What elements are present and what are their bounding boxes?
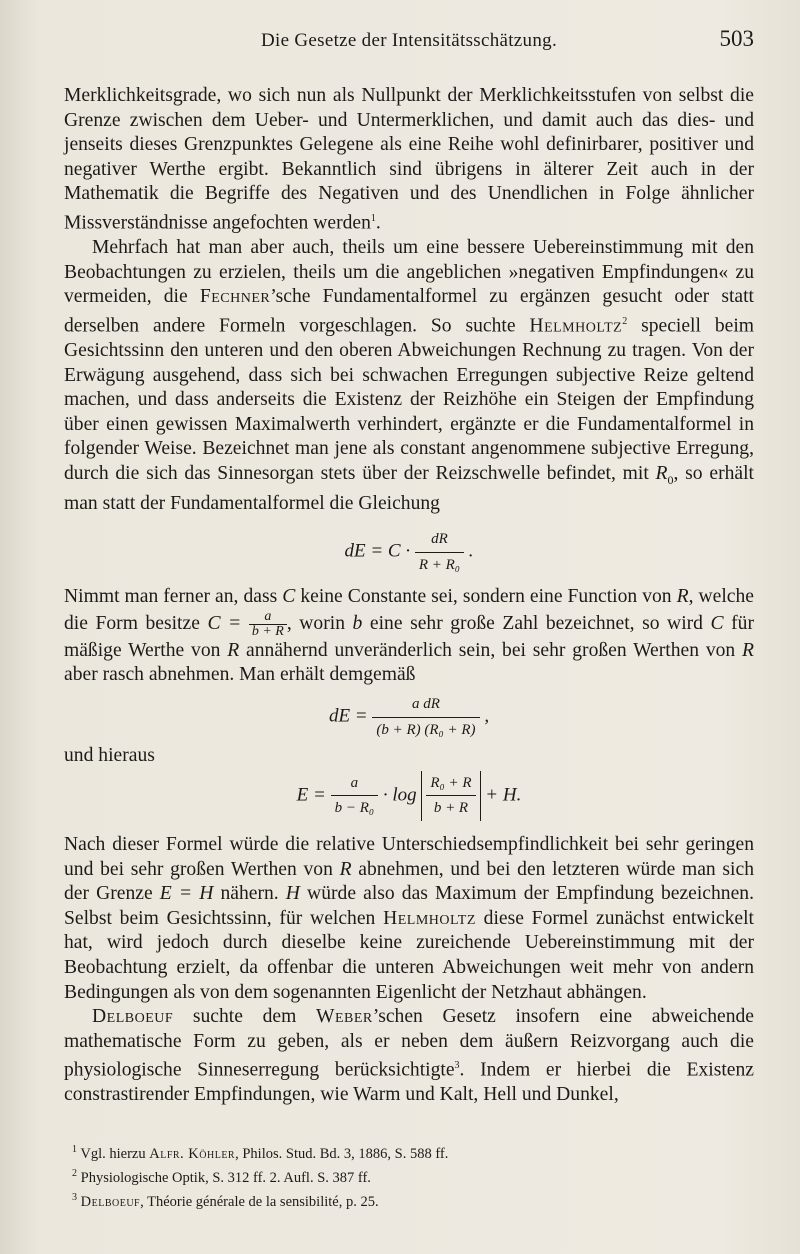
footnote: $^3$ Delboeuf, Théorie générale de la sensibilité, p. 25. [72,1191,379,1210]
page-number: 503 [719,26,754,51]
footnotes [64,1140,754,1211]
paragraph: Mehrfach hat man aber auch, theils um eine bessere Uebereinstimmung mit den Beobachtungen zu erzielen, theils um die angeblichen »negativen Empfindungen« zu vermeiden, die Fechner’sche Fundamentalformel zu ergänzen gesucht oder statt derselben andere Formeln vorgeschlagen. So suchte Helmholtz$^2$ speciell beim Gesichtssinn den unteren und den oberen Abweichungen Rechnung zu tragen. Von der Erwägung ausgehend, dass sich bei schwachen Erregungen subjective Reize geltend machen, und dass anderseits die Existenz der Reizhöhe ein Steigen der Empfindung über einen gewissen Maximalwerth verhindert, ergänzte er die Fundamentalformel in folgender Weise. Bezeichnet man jene als constant angenommene subjective Erregung, durch die sich das Sinnesorgan stets über der Reizschwelle befindet, mit $R_0$, so erhält man statt der Fundamentalformel die Gleichung [64,237,755,515]
equation-3: E = $\frac{a}{\text{b − R₀}}$ · log $\frac{\text{R₀ + R}}{b + R}$ + H. [64,771,754,821]
footnote-ref: 2 [622,315,628,327]
paragraph: Nimmt man ferner an, dass C keine Constante sei, sondern eine Function von R, welche die Form besitze C = $\frac{a}{b + R}$ , worin b eine sehr große Zahl bezeichnet, so wird C für mäßige Werthe von R annähernd unveränderlich sein, bei sehr großen Werthen von R aber rasch abnehmen. Man erhält demgemäß [64,586,754,686]
footnote: $^1$ Vgl. hierzu Alfr. Köhler, Philos. Stud. Bd. 3, 1886, S. 588 ff. [72,1144,449,1162]
footnote-ref: 3 [454,1060,460,1072]
paragraph: Delboeuf suchte dem Weber’schen Gesetz insofern eine abweichende mathematische Form zu geben, als er neben dem äußern Reizvorgang auch die physiologische Sinneserregung berücksichtigte$^3$. Indem er hierbei die Existenz constrastirender Empfindungen, wie Warm und Kalt, Hell und Dunkel, [64,1006,754,1106]
equation-2: dE = $\frac{\text{a dR}}{\text{(b + R) (R₀ + R)}}$ , [64,692,754,742]
paragraph: und hieraus [64,745,155,767]
running-title: Die Gesetze der Intensitätsschätzung. [261,30,557,51]
footnote: $^2$ Physiologische Optik, S. 312 ff. 2. Aufl. S. 387 ff. [72,1167,371,1186]
author-name: Helmholtz [383,907,476,929]
page-body [64,84,754,1108]
author-name: Helmholtz [529,315,623,337]
author-name: Delboeuf [92,1006,174,1028]
footnote-ref: 1 [370,212,376,224]
page-header [64,26,754,70]
author-name: Fechner [199,286,271,308]
equation-1: dE = C · $\frac{dR}{\text{R + R₀}}$ . [64,527,754,577]
inline-fraction: $\frac{a}{b + R}$ [249,610,287,639]
paragraph: Merklichkeitsgrade, wo sich nun als Nullpunkt der Merklichkeitsstufen von selbst die Grenze zwischen dem Ueber- und Untermerklichen, und damit auch das dies- und jenseits dieses Grenzpunktes Gelegene als eine Reihe wohl definirbarer, positiver und negativer Werthe ergibt. Bekanntlich sind übrigens in älterer Zeit auch in der Mathematik die Begriffe des Negativen und des Unendlichen in Folge ähnlicher Missverständnisse angefochten werden$^1$. [64,85,754,234]
author-name: Weber [316,1006,373,1028]
paragraph: Nach dieser Formel würde die relative Unterschiedsempfindlichkeit bei sehr geringen und bei sehr großen Werthen von R abnehmen, und bei den letzteren würde man sich der Grenze E = H nähern. H würde also das Maximum der Empfindung bezeichnen. Selbst beim Gesichtssinn, für welchen Helmholtz diese Formel zunächst entwickelt hat, wird jedoch durch dieselbe keine zureichende Uebereinstimmung mit der Beobachtung erzielt, da offenbar die unteren Abweichungen weit mehr von andern Bedingungen als von dem sogenannten Eigenlicht der Netzhaut abhängen. [64,834,754,1003]
